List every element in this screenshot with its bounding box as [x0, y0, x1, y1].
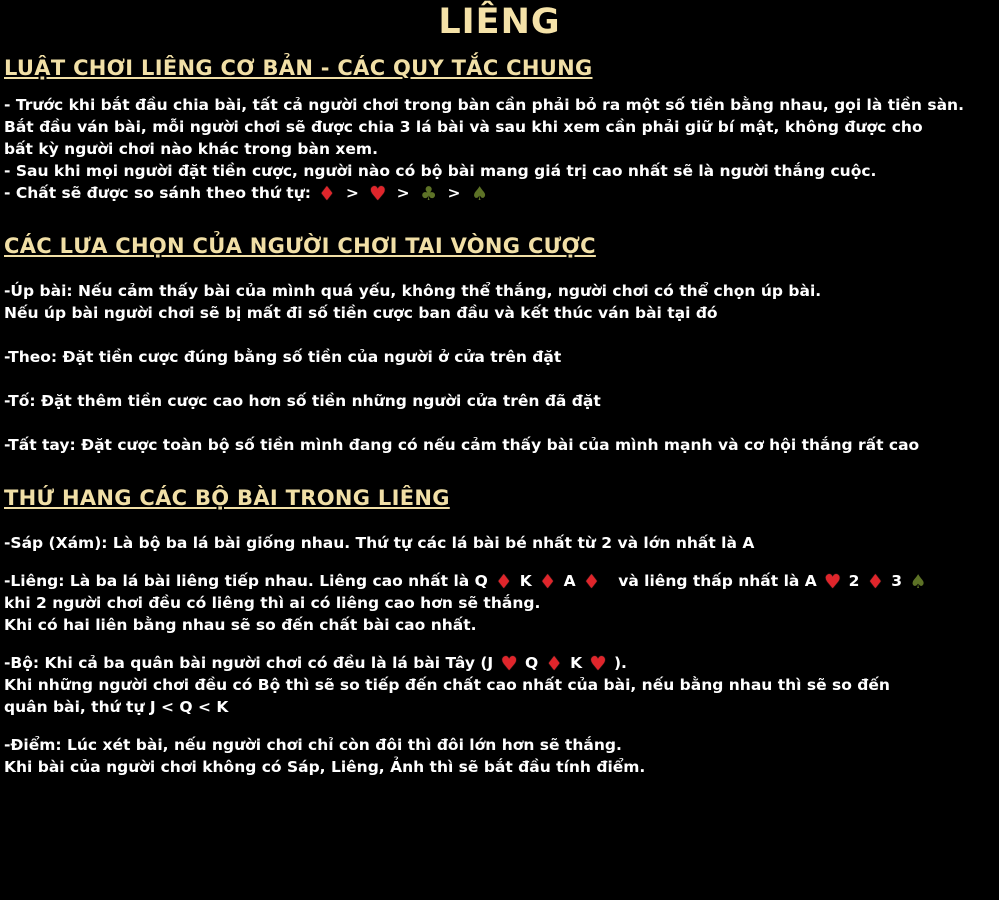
rank-lieng-text-part2: và liêng thấp nhất là A [618, 572, 817, 590]
rule-line: -Tất tay: Đặt cược toàn bộ số tiền mình đang có nếu cảm thấy bài của mình mạnh và cơ hội thắng rất cao [4, 436, 920, 454]
section-basic-rules [4, 56, 995, 204]
heart-icon: ♥ [500, 653, 518, 675]
rule-line: - Sau khi mọi người đặt tiền cược, người nào có bộ bài mang giá trị cao nhất sẽ là người thắng cuộc. [4, 162, 877, 180]
section-hand-rankings [4, 486, 995, 778]
heart-icon: ♥ [824, 571, 842, 593]
spade-icon: ♠ [470, 183, 488, 205]
section-heading-betting-options: CÁC LƯA CHỌN CỦA NGƯỜI CHƠI TAI VÒNG CƯỢC [4, 234, 596, 258]
spade-icon: ♠ [909, 571, 927, 593]
rule-line: bất kỳ người chơi nào khác trong bàn xem. [4, 140, 378, 158]
rank-bo-text-part1: -Bộ: Khi cả ba quân bài người chơi có đều là lá bài Tây (J [4, 654, 494, 672]
diamond-icon: ♦ [545, 653, 563, 675]
diamond-icon: ♦ [318, 183, 336, 205]
suit-separator: > [447, 184, 461, 202]
rank-bo-line-3: quân bài, thứ tự J < Q < K [4, 698, 229, 716]
rank-lieng-card-k: K [519, 572, 532, 590]
section-betting-options [4, 234, 995, 456]
diamond-icon: ♦ [866, 571, 884, 593]
diamond-icon: ♦ [539, 571, 557, 593]
section-heading-basic-rules: LUẬT CHƠI LIÊNG CƠ BẢN - CÁC QUY TẮC CHUNG [4, 56, 593, 80]
section-heading-hand-rankings: THỨ HANG CÁC BỘ BÀI TRONG LIÊNG [4, 486, 450, 510]
diamond-icon: ♦ [495, 571, 513, 593]
rank-bo-line-2: Khi những người chơi đều có Bộ thì sẽ so tiếp đến chất cao nhất của bài, nếu bằng nhau thì sẽ so đến [4, 676, 890, 694]
suit-separator: > [396, 184, 410, 202]
heart-icon: ♥ [589, 653, 607, 675]
rule-line: -Úp bài: Nếu cảm thấy bài của mình quá yếu, không thể thắng, người chơi có thể chọn úp bài. [4, 282, 822, 300]
heart-icon: ♥ [369, 183, 387, 205]
rank-lieng-line-2: khi 2 người chơi đều có liêng thì ai có liêng cao hơn sẽ thắng. [4, 594, 541, 612]
rank-bo-card-q: Q [525, 654, 539, 672]
rank-bo-card-k: K [570, 654, 583, 672]
rank-lieng-line [4, 570, 995, 592]
rank-lieng-card-a: A [563, 572, 576, 590]
rules-page [0, 2, 999, 900]
rule-line: - Trước khi bắt đầu chia bài, tất cả người chơi trong bàn cần phải bỏ ra một số tiền bằng nhau, gọi là tiền sàn. [4, 96, 964, 114]
club-icon: ♣ [420, 183, 438, 205]
rank-lieng-card-2: 2 [848, 572, 860, 590]
rank-bo-line [4, 652, 995, 674]
rule-line: Nếu úp bài người chơi sẽ bị mất đi số tiền cược ban đầu và kết thúc ván bài tại đó [4, 304, 718, 322]
page-title: LIÊNG [438, 2, 561, 42]
rule-line: -Tố: Đặt thêm tiền cược cao hơn số tiền những người cửa trên đã đặt [4, 392, 601, 410]
rank-bo-text-part2: ). [613, 654, 627, 672]
rule-line: -Theo: Đặt tiền cược đúng bằng số tiền của người ở cửa trên đặt [4, 348, 562, 366]
rule-line: Bắt đầu ván bài, mỗi người chơi sẽ được chia 3 lá bài và sau khi xem cần phải giữ bí mật, không được cho [4, 118, 923, 136]
diamond-icon: ♦ [582, 571, 601, 593]
rank-lieng-card-3: 3 [891, 572, 903, 590]
rank-lieng-text-part1: -Liêng: Là ba lá bài liêng tiếp nhau. Liêng cao nhất là Q [4, 572, 488, 590]
rank-sap-line: -Sáp (Xám): Là bộ ba lá bài giống nhau. Thứ tự các lá bài bé nhất từ 2 và lớn nhất là A [4, 534, 755, 552]
suit-order-label: - Chất sẽ được so sánh theo thứ tự: [4, 184, 311, 202]
rank-lieng-line-3: Khi có hai liên bằng nhau sẽ so đến chất bài cao nhất. [4, 616, 477, 634]
suit-order-line [4, 182, 995, 204]
rank-diem-line-2: Khi bài của người chơi không có Sáp, Liêng, Ảnh thì sẽ bắt đầu tính điểm. [4, 758, 646, 776]
suit-separator: > [345, 184, 359, 202]
rank-diem-line-1: -Điểm: Lúc xét bài, nếu người chơi chỉ còn đôi thì đôi lớn hơn sẽ thắng. [4, 736, 622, 754]
